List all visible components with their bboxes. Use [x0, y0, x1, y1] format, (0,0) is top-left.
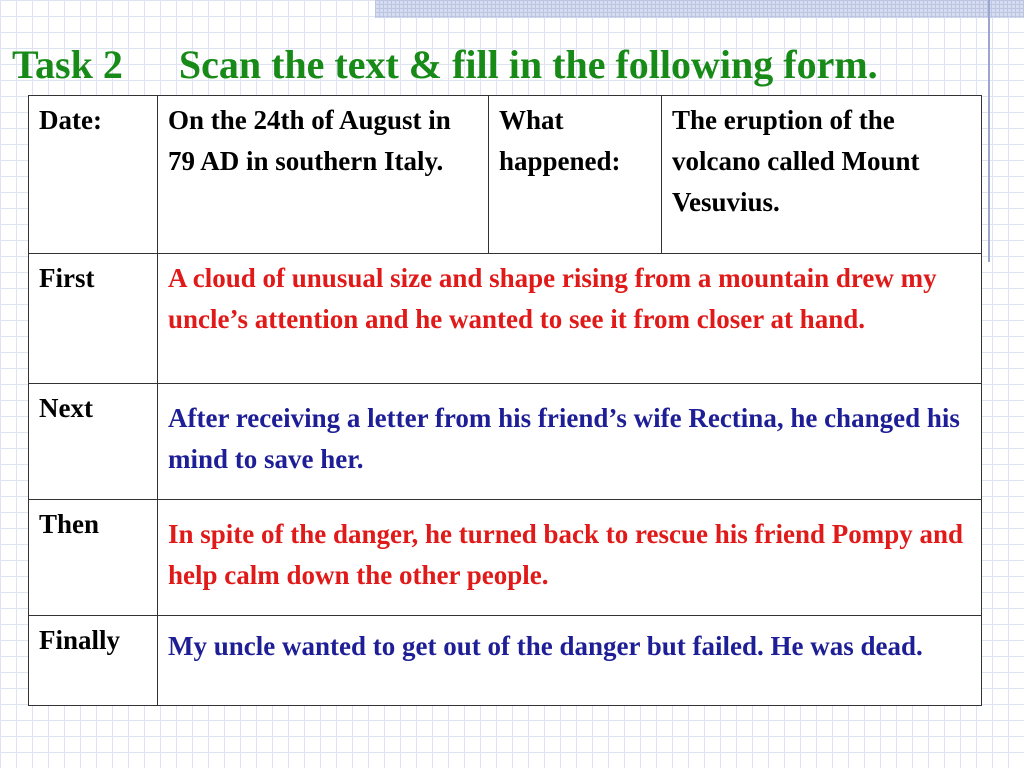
then-label: Then: [29, 500, 158, 616]
date-label: Date:: [29, 96, 158, 254]
finally-label: Finally: [29, 616, 158, 706]
first-answer: A cloud of unusual size and shape rising from a mountain drew my uncle’s attention and he wanted to see it from closer at hand.: [158, 254, 982, 384]
table-row-finally: [29, 616, 982, 706]
then-answer: In spite of the danger, he turned back to rescue his friend Pompy and help calm down the other people.: [158, 500, 982, 616]
task-instruction: Scan the text & fill in the following form.: [178, 42, 878, 87]
next-answer: After receiving a letter from his friend’s wife Rectina, he changed his mind to save her.: [158, 384, 982, 500]
story-form-table: [28, 95, 982, 706]
task-number: Task 2: [12, 42, 123, 87]
what-happened-value: The eruption of the volcano called Mount Vesuvius.: [662, 96, 982, 254]
finally-answer: My uncle wanted to get out of the danger but failed. He was dead.: [158, 616, 982, 706]
what-happened-label: What happened:: [489, 96, 662, 254]
next-label: Next: [29, 384, 158, 500]
decorative-top-band: [375, 0, 1024, 18]
decorative-right-rule: [988, 0, 990, 262]
table-row-then: [29, 500, 982, 616]
first-label: First: [29, 254, 158, 384]
table-row-header: [29, 96, 982, 254]
table-row-next: [29, 384, 982, 500]
date-value: On the 24th of August in 79 AD in southern Italy.: [158, 96, 489, 254]
table-row-first: [29, 254, 982, 384]
slide-title: [12, 42, 878, 88]
